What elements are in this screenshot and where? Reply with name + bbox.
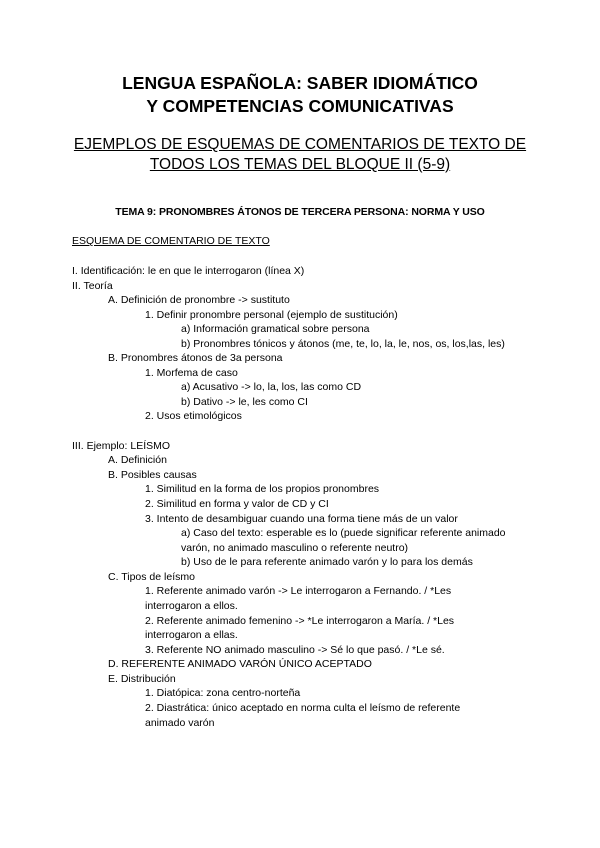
outline-line: a) Información gramatical sobre persona — [181, 323, 370, 335]
document-title-line-2: Y COMPETENCIAS COMUNICATIVAS — [146, 96, 454, 116]
outline-line: II. Teoría — [72, 280, 113, 292]
outline-line: 1. Diatópica: zona centro-norteña — [145, 687, 301, 699]
outline-line: 3. Referente NO animado masculino -> Sé lo que pasó. / *Le sé. — [145, 644, 445, 656]
outline-heading: ESQUEMA DE COMENTARIO DE TEXTO — [72, 235, 270, 247]
outline-line: interrogaron a ellas. — [145, 629, 238, 641]
outline-line: 2. Referente animado femenino -> *Le interrogaron a María. / *Les — [145, 615, 455, 627]
outline-line: C. Tipos de leísmo — [108, 571, 195, 583]
outline-line: III. Ejemplo: LEÍSMO — [72, 440, 171, 452]
outline-line: 1. Similitud en la forma de los propios pronombres — [145, 483, 380, 495]
outline-line: I. Identificación: le en que le interrogaron (línea X) — [72, 265, 305, 277]
outline-line: b) Pronombres tónicos y átonos (me, te, lo, la, le, nos, os, los,las, les) — [181, 338, 505, 350]
outline-line: B. Pronombres átonos de 3a persona — [108, 352, 283, 364]
outline-line: 1. Referente animado varón -> Le interrogaron a Fernando. / *Les — [145, 585, 452, 597]
outline-line: varón, no animado masculino o referente neutro) — [181, 542, 409, 554]
outline-line: A. Definición — [108, 454, 167, 466]
outline-line: 2. Usos etimológicos — [145, 410, 242, 422]
section-heading: TEMA 9: PRONOMBRES ÁTONOS DE TERCERA PERSONA: NORMA Y USO — [115, 206, 485, 218]
outline-line: D. REFERENTE ANIMADO VARÓN ÚNICO ACEPTADO — [108, 658, 372, 670]
document-subtitle-line-1: EJEMPLOS DE ESQUEMAS DE COMENTARIOS DE TEXTO DE — [73, 136, 527, 153]
outline-line: 1. Definir pronombre personal (ejemplo de sustitución) — [145, 309, 398, 321]
document-title-line-1: LENGUA ESPAÑOLA: SABER IDIOMÁTICO — [122, 73, 478, 93]
outline-line: 3. Intento de desambiguar cuando una forma tiene más de un valor — [145, 513, 458, 525]
outline-line: b) Uso de le para referente animado varón y lo para los demás — [181, 556, 473, 568]
outline-line: 2. Similitud en forma y valor de CD y CI — [145, 498, 329, 510]
outline-line: E. Distribución — [108, 673, 176, 685]
outline-line: interrogaron a ellos. — [145, 600, 238, 612]
outline-line: a) Acusativo -> lo, la, los, las como CD — [181, 381, 362, 393]
outline-line: animado varón — [145, 717, 215, 729]
outline-line: 2. Diastrática: único aceptado en norma culta el leísmo de referente — [145, 702, 461, 714]
outline-line: b) Dativo -> le, les como CI — [181, 396, 308, 408]
outline-line: a) Caso del texto: esperable es lo (puede significar referente animado — [181, 527, 506, 539]
document-subtitle-line-2: TODOS LOS TEMAS DEL BLOQUE II (5-9) — [149, 156, 451, 173]
outline-line: 1. Morfema de caso — [145, 367, 238, 379]
outline-line: B. Posibles causas — [108, 469, 197, 481]
outline-line: A. Definición de pronombre -> sustituto — [108, 294, 290, 306]
